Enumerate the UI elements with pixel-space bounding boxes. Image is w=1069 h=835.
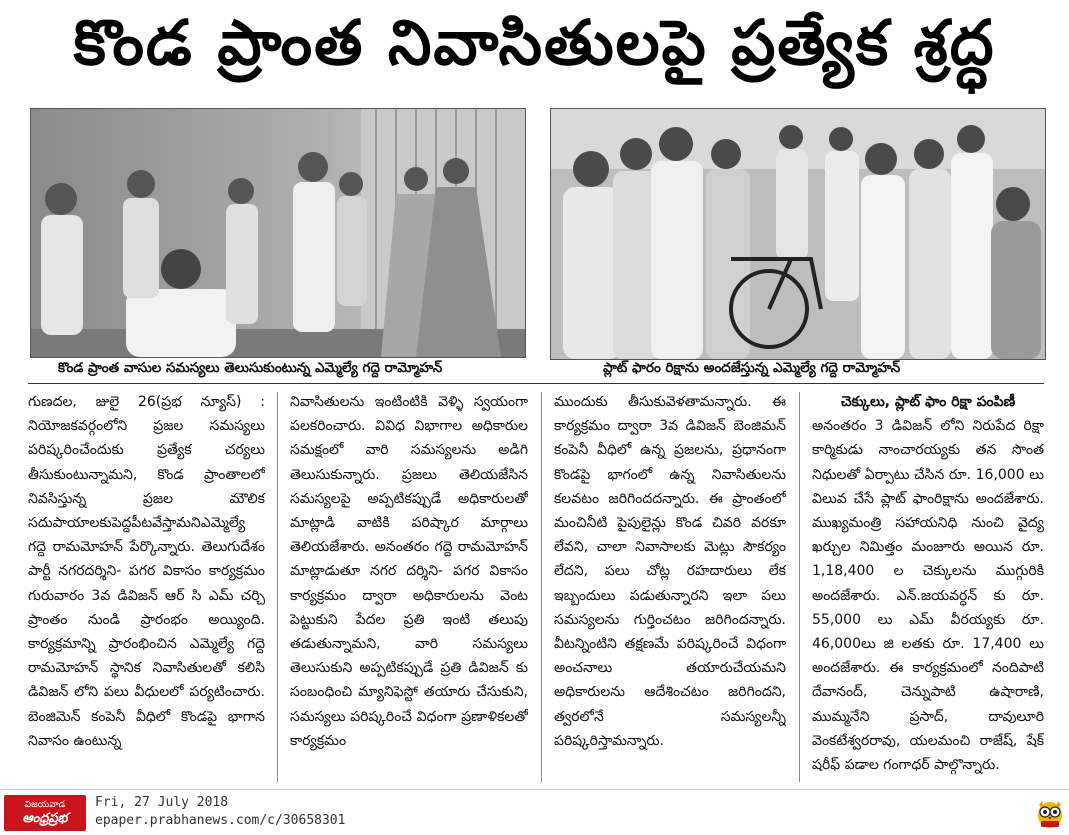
photo-right-caption: ప్లాట్ ఫారం రిక్షాను అందజేస్తున్న ఎమ్మెల్యే గద్దె రామ్మోహన్ (603, 360, 901, 376)
logo-name: ఆంధ్రప్రభ (22, 810, 68, 826)
subheading: చెక్కులు, ప్లాట్ ఫాం రిక్షా పంపిణీ (840, 394, 1016, 410)
article-column-1 (28, 390, 265, 785)
owl-icon[interactable] (1036, 797, 1064, 829)
article-text: గుణదల, జులై 26(ప్రభ న్యూస్) : నియోజకవర్గంలోని ప్రజల సమస్యలు పరిష్కరించేందుకు ప్రత్యేక చర్యలు తీసుకుంటున్నామని, కొండ ప్రాంతాలలో నివసిస్తున్న ప్రజల మౌలిక సదుపాయాలకుపెద్దపీటవేస్తామనిఎమ్మెల్యే గద్దె రామమోహన్ పేర్కొన్నారు. తెలుగుదేశం పార్టీ నగరదర్శిని- పగర వికాసం కార్యక్రమం గురువారం 3వ డివిజన్ ఆర్ సి ఎమ్ చర్చి ప్రాంతం నుండి ప్రారంభం అయ్యింది. కార్యక్రమాన్ని ప్రారంభించిన ఎమ్మెల్యే గద్దె రామమోహన్ స్థానిక నివాసితులతో కలిసి డివిజన్ లోని పలు వీధులలో పర్యటించారు. బెంజిమెన్ కంపెనీ వీధిలో కొండపై భాగాన నివాసం ఉంటున్న (28, 394, 265, 749)
article-column-2 (290, 390, 528, 785)
article-text: అనంతరం 3 డివిజన్ లోని నిరుపేద రిక్షా కార్మికుడు నాంచారయ్యకు తన సొంత నిధులతో ఏర్పాటు చేసిన రూ. 16,000 లు విలువ చేసే ప్లాట్ ఫాంరిక్షాను అందజేశారు. ముఖ్యమంత్రి సహాయనిధి నుంచి వైద్య ఖర్చుల నిమిత్తం మంజూరు అయిన రూ. 1,18,400 ల చెక్కులను ముగ్గురికి అందజేశారు. ఎన్.జయవర్ధన్ కు రూ. 55,000 లు ఎమ్ వీరయ్యకు రూ. 46,000లు జి లతకు రూ. 17,400 లు అందజేశారు. ఈ కార్యక్రమంలో నందిపాటి దేవానంద్, చెన్నుపాటి ఉషారాణి, ముమ్మనేని ప్రసాద్, దావులూరి వెంకటేశ్వరరావు, యలమంచి రాజేష్, షేక్ షరీఫ్ పడాల గంగాధర్ పాల్గొన్నారు. (812, 418, 1044, 774)
photo-right (550, 108, 1046, 360)
publication-logo[interactable] (4, 795, 86, 831)
article-column-3 (554, 390, 786, 785)
column-divider (541, 392, 542, 782)
column-divider (799, 392, 800, 782)
headline: కొండ ప్రాంత నివాసితులపై ప్రత్యేక శ్రద్ధ (73, 6, 996, 79)
logo-city: విజయవాడ (24, 799, 66, 810)
article-text: నివాసితులను ఇంటింటికి వెళ్ళి స్వయంగా పలకరించారు. వివిధ విభాగాల అధికారుల సమక్షంలో వారి సమస్యలను అడిగి తెలుసుకున్నారు. ప్రజలు తెలియజేసిన సమస్యలపై అప్పటికప్పుడే అధికారులతో మాట్లాడి వాటికి పరిష్కార మార్గాలు తెలియజేశారు. అనంతరం గద్దె రామమోహన్ మాట్లాడుతూ నగర దర్శిని- పగర వికాసం కార్యక్రమం ద్వారా అధికారులను వెంట పెట్టుకుని పేదల ప్రతి ఇంటి తలుపు తడుతున్నామని, వారి సమస్యలు తెలుసుకుని అప్పటికప్పుడే ప్రతి డివిజన్ కు సంబంధించి మ్యానిఫెస్టో తయారు చేసుకుని, సమస్యలు పరిష్కరించే విధంగా ప్రణాళికలతో కార్యక్రమం (290, 394, 528, 749)
divider (28, 383, 1044, 384)
article-text: ముందుకు తీసుకువెళతామన్నారు. ఈ కార్యక్రమం ద్వారా 3వ డివిజన్ బెంజిమన్ కంపెనీ వీధిలో ఉన్న ప్రజలను, ప్రధానంగా కొండపై భాగంలో ఉన్న నివాసితులను కలవటం జరిగిందదన్నారు. ఈ ప్రాంతంలో మంచినీటి పైపులైన్లు కొండ చివరి వరకూ లేవని, చాలా నివాసాలకు మెట్లు సౌకర్యం లేదని, పలు చోట్ల రహదారులు లేక ఇబ్బందులు పడుతున్నారని ఇలా పలు సమస్యలను గుర్తించటం జరిగిందన్నారు. వీటన్నింటిని తక్షణమే పరిష్కరించే విధంగా అంచనాలు తయారుచేయమని అధికారులను ఆదేశించటం జరిగిందని, త్వరలోనే సమస్యలన్నీ పరిష్కరిస్తామన్నారు. (554, 394, 786, 749)
epaper-url[interactable]: epaper.prabhanews.com/c/30658301 (95, 813, 346, 828)
photo-left (30, 108, 526, 358)
column-divider (277, 392, 278, 782)
article-column-4 (812, 390, 1044, 785)
photo-left-caption: కొండ ప్రాంత వాసుల సమస్యలు తెలుసుకుంటున్న ఎమ్మెల్యే గద్దె రామ్మోహన్ (58, 360, 443, 376)
edition-date: Fri, 27 July 2018 (95, 795, 229, 810)
